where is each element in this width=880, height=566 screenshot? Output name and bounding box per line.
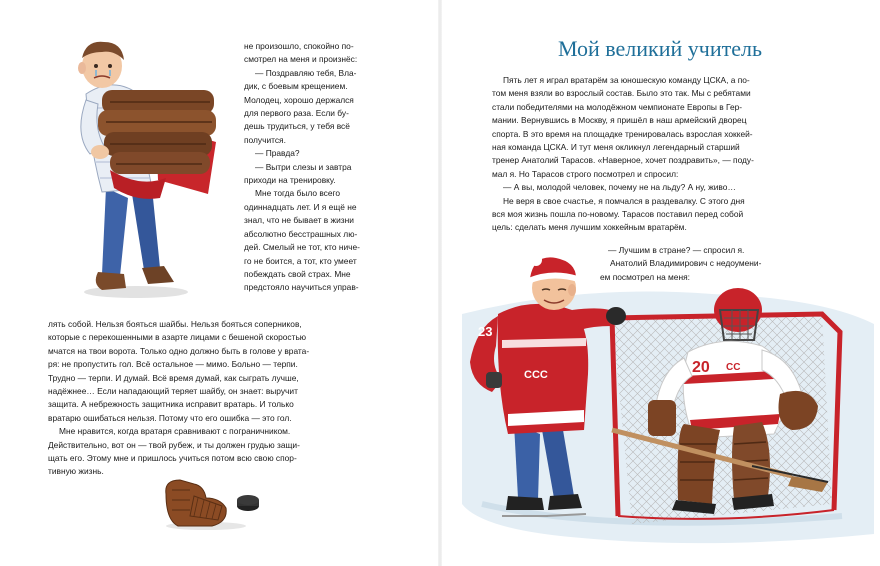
text-line: Мне нравится, когда вратаря сравнивают с пограничником. [59, 426, 291, 437]
text-line: защита. А небрежность защитника исправит вратарь. И только [48, 399, 294, 410]
text-line: спорта. В это время на площадке тренировалась взрослая хоккей- [492, 128, 753, 139]
text-line: которые с перекошенными в азарте лицами с бешеной скоростью [48, 332, 307, 343]
text-line: мал я. Но Тарасов строго посмотрел и спросил: [492, 168, 679, 179]
text-line: ная команда ЦСКА. И тут меня окликнул легендарный старший [492, 142, 740, 153]
text-line: Трудно — терпи. И думай. Всё время думай, как сыграть лучше, [48, 372, 299, 383]
coach-jersey-letters: CCC [524, 369, 548, 381]
text-line: Пять лет я играл вратарём за юношескую команду ЦСКА, а по- [503, 75, 750, 85]
text-line: — Правда? [255, 148, 300, 159]
text-line: мании. Вернувшись в Москву, я пришёл в наш армейский дворец [492, 115, 747, 126]
text-line: мчатся на твои ворота. Только одно должно быть в голове у врата- [48, 345, 310, 356]
text-line: смотрел на меня и произнёс: [244, 54, 358, 65]
catcher-glove-and-puck-illustration [160, 476, 268, 532]
text-line: тивную жизнь. [48, 466, 104, 477]
text-line: ря: не пропустить гол. Всё остальное — мимо. Больно — терпи. [48, 359, 298, 370]
left-upper-text [244, 40, 404, 295]
text-line: тренер Анатолий Тарасов. «Наверное, хочет поздравить», — поду- [492, 155, 754, 166]
text-line: — Вытри слезы и завтра [255, 161, 352, 172]
text-line: дик, с боевым крещением. [244, 81, 348, 92]
text-line: ем посмотрел на меня: [600, 271, 690, 282]
text-line: стали победителями на молодёжном чемпионате Европы в Гер- [492, 101, 743, 112]
text-line: том меня взяли во взрослый состав. Было это так. Мы с ребятами [492, 88, 751, 99]
text-line: — Поздравляю тебя, Вла- [255, 67, 357, 78]
text-line: получится. [244, 134, 286, 145]
text-line: не произошло, спокойно по- [244, 41, 354, 51]
text-line: Молодец, хорошо держался [244, 94, 354, 105]
boy-with-goalie-pads-illustration [40, 38, 230, 300]
text-line: приходи на тренировку. [244, 175, 336, 186]
text-line: — А вы, молодой человек, почему не на льду? А ну, живо… [503, 182, 736, 193]
text-line: знал, что не бывает в жизни [244, 215, 354, 226]
text-line: — Лучшим в стране? — спросил я. [608, 245, 745, 255]
text-line: предстояло научиться управ- [244, 282, 359, 293]
text-line: дешь трудиться, у тебя всё [244, 121, 350, 132]
text-line: щать его. Этому мне и пришлось учиться потом всю свою спор- [48, 453, 297, 464]
text-line: одиннадцать лет. И я ещё не [244, 201, 357, 212]
text-line: абсолютно бесстрашных лю- [244, 228, 358, 239]
right-page [440, 0, 880, 566]
text-line: вся моя жизнь пошла по-новому. Тарасов поставил перед собой [492, 209, 744, 220]
text-line: Анатолий Владимирович с недоумени- [610, 258, 762, 269]
chapter-title: Мой великий учитель [557, 36, 763, 61]
coach-and-goalie-illustration [462, 254, 874, 550]
left-lower-text [48, 318, 406, 479]
text-line: лять собой. Нельзя бояться шайбы. Нельзя бояться соперников, [48, 319, 302, 329]
text-line: Мне тогда было всего [255, 188, 341, 199]
right-main-text [492, 74, 838, 235]
coach-jersey-number: 23 [478, 324, 493, 339]
text-line: Не веря в свое счастье, я помчался в раздевалку. С этого дня [503, 195, 745, 206]
text-line: для первого раза. Если бу- [244, 108, 349, 119]
text-line: Действительно, вот он — твой рубеж, и ты должен грудью защи- [48, 439, 300, 450]
text-line: цель: сделать меня лучшим хоккейным вратарём. [492, 222, 687, 233]
text-line: вратарю ошибаться нельзя. Потому что его ошибка — это гол. [48, 412, 292, 423]
text-line: дей. Смелый не тот, кто ниче- [244, 242, 360, 253]
goalie-jersey-number: 20 [692, 359, 710, 376]
text-line: надёжнее… Если нападающий теряет шайбу, он знает: выручит [48, 386, 298, 397]
goalie-jersey-letters: CC [726, 362, 741, 373]
text-line: го не боится, а тот, кто умеет [244, 255, 357, 266]
text-line: побеждать свой страх. Мне [244, 268, 351, 279]
